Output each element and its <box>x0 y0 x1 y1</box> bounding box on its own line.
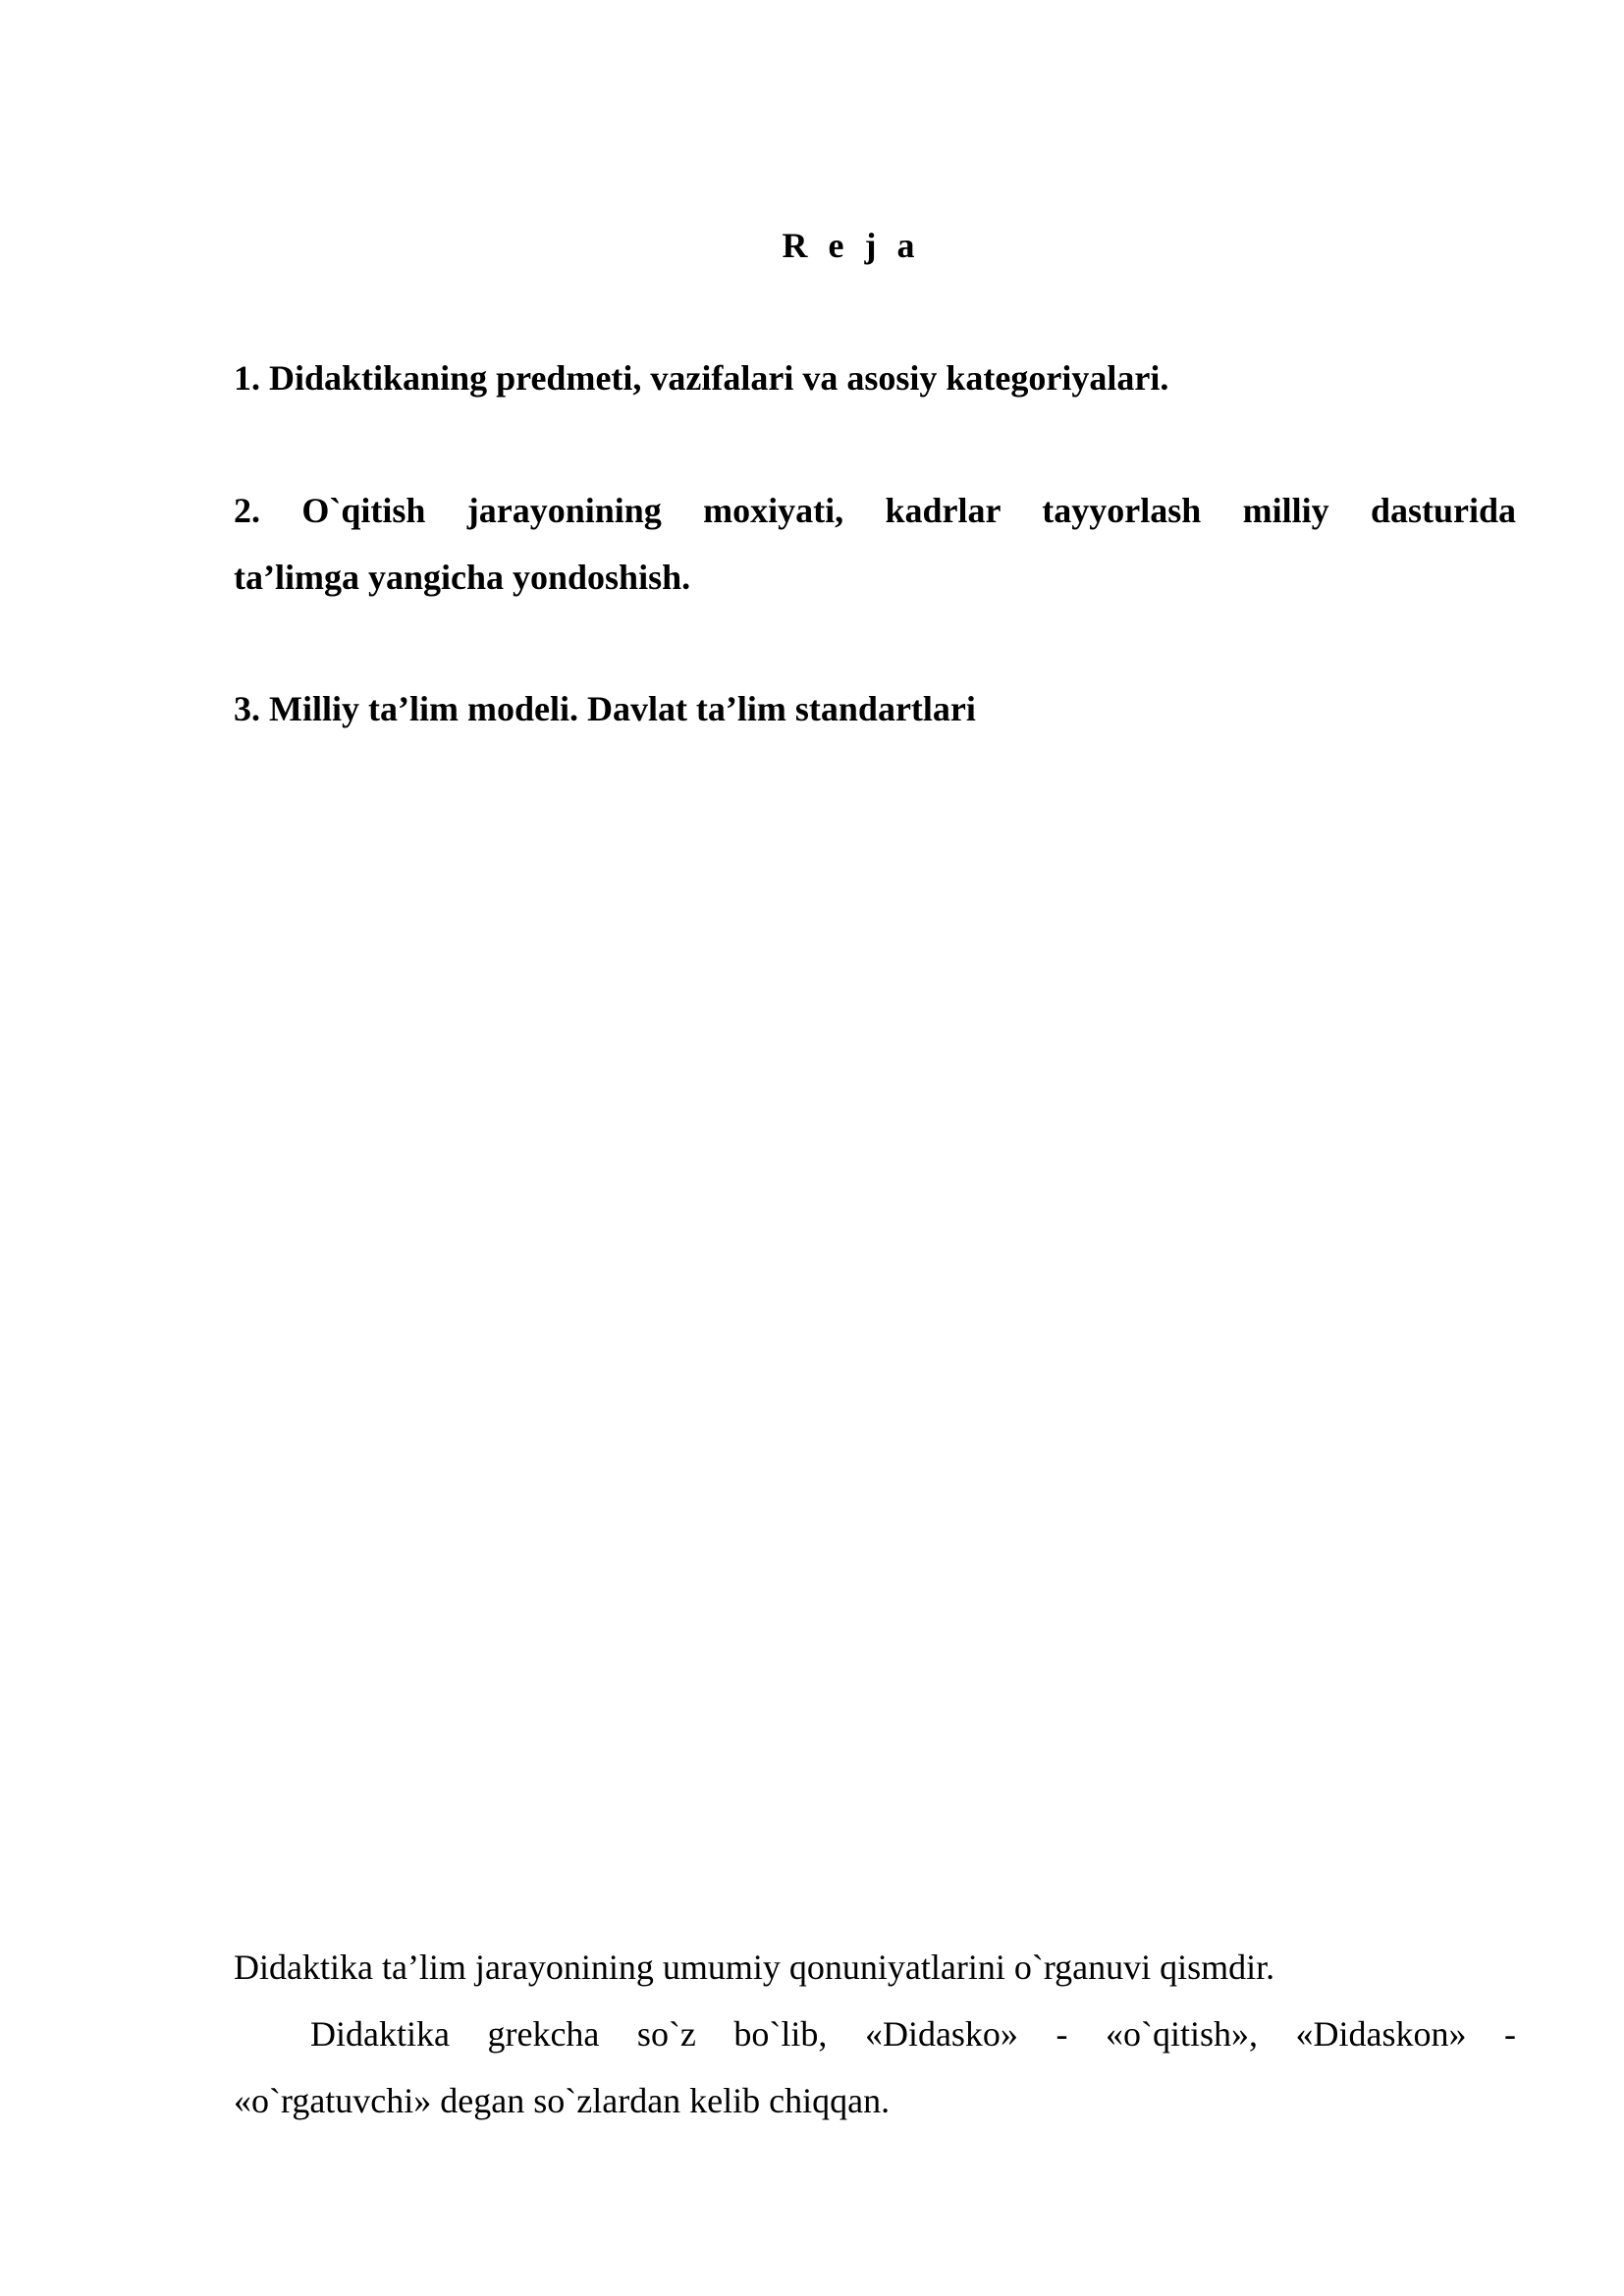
plan-item-2-line-2: ta’limga yangicha yondoshish. <box>234 558 691 597</box>
plan-item-2 <box>234 477 1516 611</box>
plan-item-1 <box>234 345 1516 411</box>
body-paragraph-2 <box>234 2001 1516 2134</box>
plan-item-2-line-1: 2. O`qitish jarayonining moxiyati, kadrlar tayyorlash milliy dasturida <box>234 491 1516 530</box>
plan-item-3-line-1: 3. Milliy ta’lim modeli. Davlat ta’lim standartlari <box>234 689 976 728</box>
body-paragraph-2-line-1: Didaktika grekcha so`z bo`lib, «Didasko» - «o`qitish», «Didaskon» - <box>310 2014 1516 2054</box>
body-paragraph-1-text: Didaktika ta’lim jarayonining umumiy qonuniyatlarini o`rganuvi qismdir. <box>234 1948 1275 1987</box>
plan-item-3 <box>234 675 1516 742</box>
page-title: R e j a <box>782 226 921 265</box>
body-paragraph-2-line-2: «o`rgatuvchi» degan so`zlardan kelib chiqqan. <box>234 2081 891 2120</box>
body-paragraph-1 <box>234 1934 1516 2001</box>
plan-item-1-line-1: 1. Didaktikaning predmeti, vazifalari va asosiy kategoriyalari. <box>234 358 1169 398</box>
